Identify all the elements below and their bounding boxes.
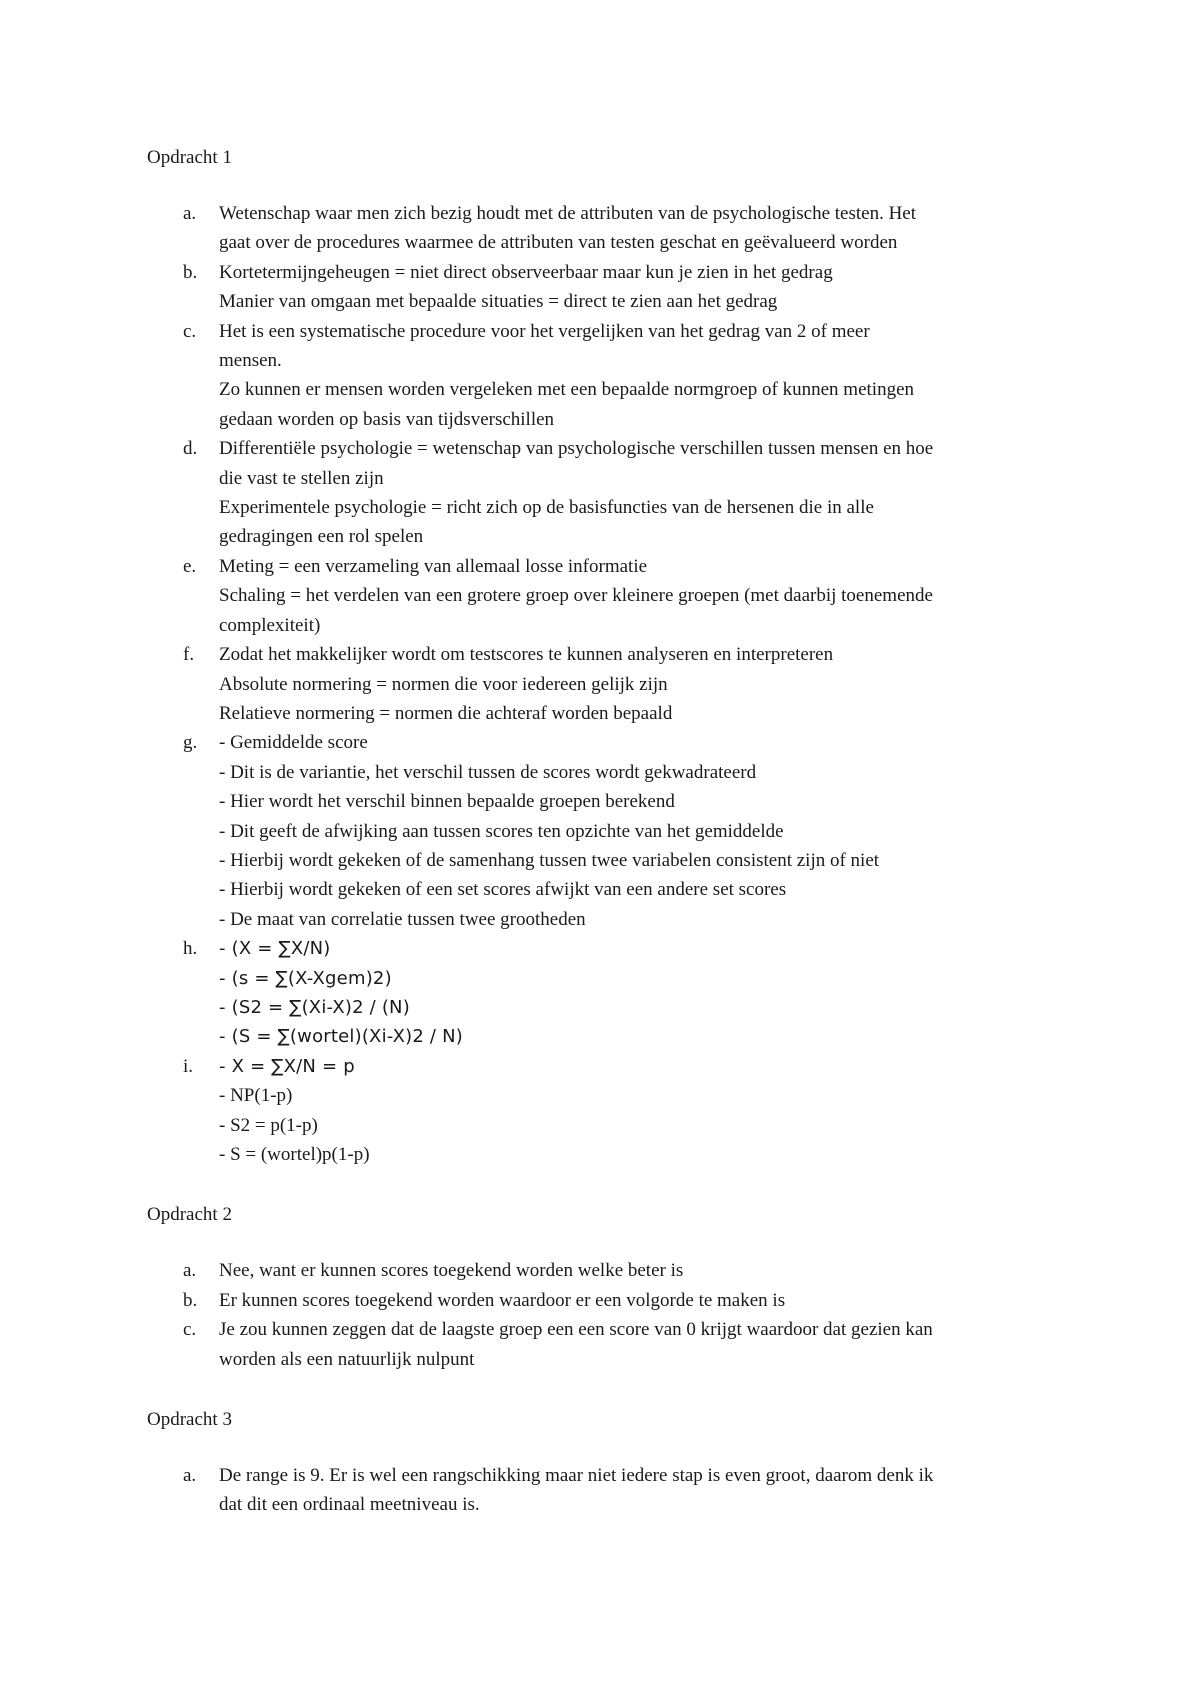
answer-list — [147, 1461, 1087, 1520]
text-line: gaat over de procedures waarmee de attributen van testen geschat en geëvalueerd worden — [219, 232, 898, 254]
text-line: mensen. — [219, 350, 282, 372]
text-line: - (s = ∑(X-Xgem)2) — [219, 967, 392, 989]
list-marker: g. — [183, 732, 198, 754]
list-item — [147, 1461, 1087, 1520]
list-item — [147, 1052, 1087, 1170]
section-heading: Opdracht 1 — [147, 147, 232, 168]
text-line: dat dit een ordinaal meetniveau is. — [219, 1494, 480, 1516]
text-line: Experimentele psychologie = richt zich op de basisfuncties van de hersenen die in alle — [219, 497, 874, 519]
list-item-content — [219, 728, 1087, 934]
list-marker: d. — [183, 438, 198, 460]
text-line: - Dit is de variantie, het verschil tussen de scores wordt gekwadrateerd — [219, 761, 757, 783]
text-line: Schaling = het verdelen van een grotere groep over kleinere groepen (met daarbij toenemende — [219, 585, 933, 607]
list-marker: i. — [183, 1055, 194, 1077]
text-line: - Hierbij wordt gekeken of een set scores afwijkt van een andere set scores — [219, 879, 787, 901]
text-line: Meting = een verzameling van allemaal losse informatie — [219, 555, 648, 577]
list-marker: e. — [183, 555, 197, 577]
text-line: Differentiële psychologie = wetenschap van psychologische verschillen tussen mensen en hoe — [219, 438, 934, 460]
section-heading: Opdracht 3 — [147, 1409, 232, 1431]
text-line: Manier van omgaan met bepaalde situaties = direct te zien aan het gedrag — [219, 291, 778, 313]
list-item — [147, 199, 1087, 258]
text-line: - (S2 = ∑(Xi-X)2 / (N) — [219, 996, 410, 1018]
list-item-content — [219, 1256, 1087, 1285]
list-item — [147, 1286, 1087, 1315]
list-marker: a. — [183, 203, 197, 224]
text-line: - X = ∑X/N = p — [219, 1055, 355, 1077]
list-item — [147, 317, 1087, 435]
answer-list — [147, 1256, 1087, 1374]
answer-list — [147, 199, 1087, 1169]
text-line: complexiteit) — [219, 614, 321, 636]
text-line: Relatieve normering = normen die achteraf worden bepaald — [219, 702, 673, 724]
list-marker: c. — [183, 320, 197, 342]
text-line: Zodat het makkelijker wordt om testscores te kunnen analyseren en interpreteren — [219, 644, 834, 666]
text-line: worden als een natuurlijk nulpunt — [219, 1348, 475, 1370]
list-marker: h. — [183, 938, 198, 960]
list-item-content — [219, 317, 1087, 435]
text-line: Je zou kunnen zeggen dat de laagste groep een een score van 0 krijgt waardoor dat gezien kan — [219, 1319, 933, 1341]
list-item — [147, 552, 1087, 640]
text-line: - S = (wortel)p(1-p) — [219, 1144, 370, 1165]
list-marker: a. — [183, 1465, 197, 1487]
list-item-content — [219, 552, 1087, 640]
list-item-content — [219, 1286, 1087, 1315]
list-item-content — [219, 1052, 1087, 1170]
text-line: - Dit geeft de afwijking aan tussen scores ten opzichte van het gemiddelde — [219, 820, 784, 842]
list-item — [147, 1315, 1087, 1374]
list-marker: a. — [183, 1260, 197, 1282]
list-item-content — [219, 199, 1087, 258]
list-item-content — [219, 434, 1087, 552]
text-line: De range is 9. Er is wel een rangschikking maar niet iedere stap is even groot, daarom denk ik — [219, 1465, 934, 1487]
document-page — [147, 143, 1087, 1520]
text-line: - NP(1-p) — [219, 1085, 293, 1107]
list-item — [147, 934, 1087, 1052]
list-marker: b. — [183, 261, 198, 283]
text-line: - De maat van correlatie tussen twee grootheden — [219, 908, 586, 930]
list-item-content — [219, 640, 1087, 728]
text-line: Het is een systematische procedure voor het vergelijken van het gedrag van 2 of meer — [219, 320, 870, 342]
text-line: Zo kunnen er mensen worden vergeleken met een bepaalde normgroep of kunnen metingen — [219, 379, 915, 401]
list-item-content — [219, 1461, 1087, 1520]
text-line: Absolute normering = normen die voor iedereen gelijk zijn — [219, 673, 668, 695]
text-line: - (X = ∑X/N) — [219, 938, 331, 960]
list-marker: b. — [183, 1289, 198, 1311]
text-line: gedragingen een rol spelen — [219, 526, 424, 548]
list-item — [147, 258, 1087, 317]
list-item — [147, 434, 1087, 552]
text-line: die vast te stellen zijn — [219, 467, 384, 489]
list-item-content — [219, 934, 1087, 1052]
text-line: - S2 = p(1-p) — [219, 1114, 318, 1136]
text-line: - Hier wordt het verschil binnen bepaalde groepen berekend — [219, 791, 675, 813]
list-item — [147, 1256, 1087, 1285]
text-line: Wetenschap waar men zich bezig houdt met de attributen van de psychologische testen. Het — [219, 203, 917, 224]
list-item-content — [219, 258, 1087, 317]
section-heading: Opdracht 2 — [147, 1204, 232, 1226]
text-line: Er kunnen scores toegekend worden waardoor er een volgorde te maken is — [219, 1289, 786, 1311]
text-line: Kortetermijngeheugen = niet direct observeerbaar maar kun je zien in het gedrag — [219, 261, 833, 283]
list-item-content — [219, 1315, 1087, 1374]
text-line: - (S = ∑(wortel)(Xi-X)2 / N) — [219, 1026, 463, 1048]
text-line: - Hierbij wordt gekeken of de samenhang tussen twee variabelen consistent zijn of niet — [219, 849, 880, 871]
list-item — [147, 640, 1087, 728]
list-item — [147, 728, 1087, 934]
list-marker: f. — [183, 644, 195, 666]
list-marker: c. — [183, 1319, 197, 1341]
text-line: Nee, want er kunnen scores toegekend worden welke beter is — [219, 1260, 684, 1282]
text-line: - Gemiddelde score — [219, 732, 368, 754]
text-line: gedaan worden op basis van tijdsverschillen — [219, 408, 555, 430]
